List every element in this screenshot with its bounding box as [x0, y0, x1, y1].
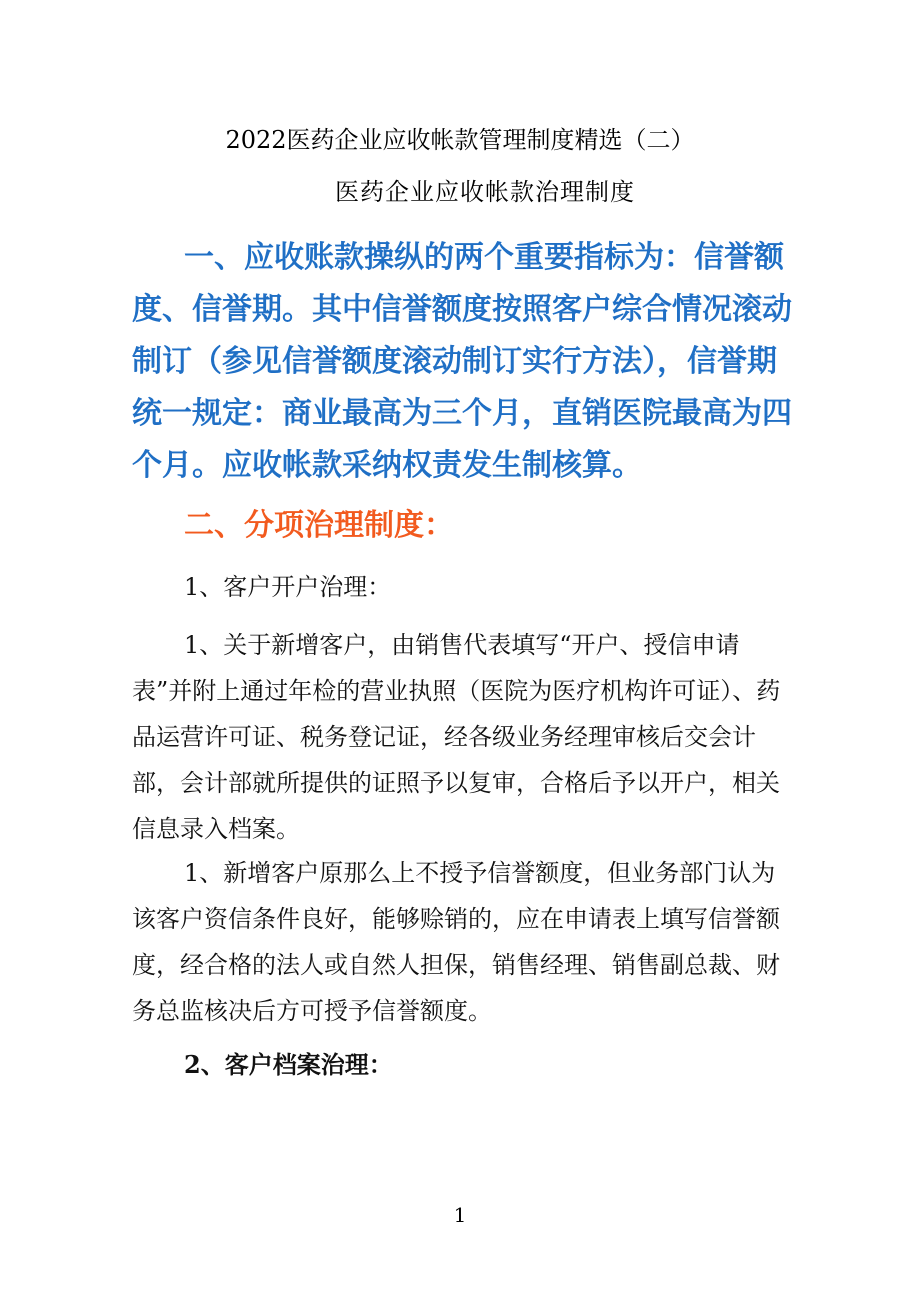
page-number: 1	[453, 1203, 467, 1227]
document-title: 2022医药企业应收帐款管理制度精选（二）	[225, 126, 695, 154]
document-subtitle: 医药企业应收帐款治理制度	[335, 178, 635, 206]
customer-archive-heading: 2、客户档案治理：	[184, 1050, 393, 1079]
new-customer-paragraph-2: 1、新增客户原那么上不授予信誉额度，但业务部门认为该客户资信条件良好，能够赊销的，应在申请表上填写信誉额度，经合格的法人或自然人担保，销售经理、销售副总裁、财务总监核决后方可授予信誉额度。	[132, 859, 780, 1025]
section-2-heading: 二、分项治理制度：	[184, 508, 454, 543]
open-account-heading: 1、客户开户治理：	[184, 573, 392, 601]
section-1-paragraph: 一、应收账款操纵的两个重要指标为：信誉额度、信誉期。其中信誉额度按照客户综合情况滚动制订（参见信誉额度滚动制订实行方法），信誉期统一规定：商业最高为三个月，直销医院最高为四个月。应收帐款采纳权责发生制核算。	[132, 240, 792, 483]
new-customer-paragraph-1: 1、关于新增客户，由销售代表填写“开户、授信申请表”并附上通过年检的营业执照（医院为医疗机构许可证）、药品运营许可证、税务登记证，经各级业务经理审核后交会计部，会计部就所提供的证照予以复审，合格后予以开户，相关信息录入档案。	[132, 631, 781, 843]
